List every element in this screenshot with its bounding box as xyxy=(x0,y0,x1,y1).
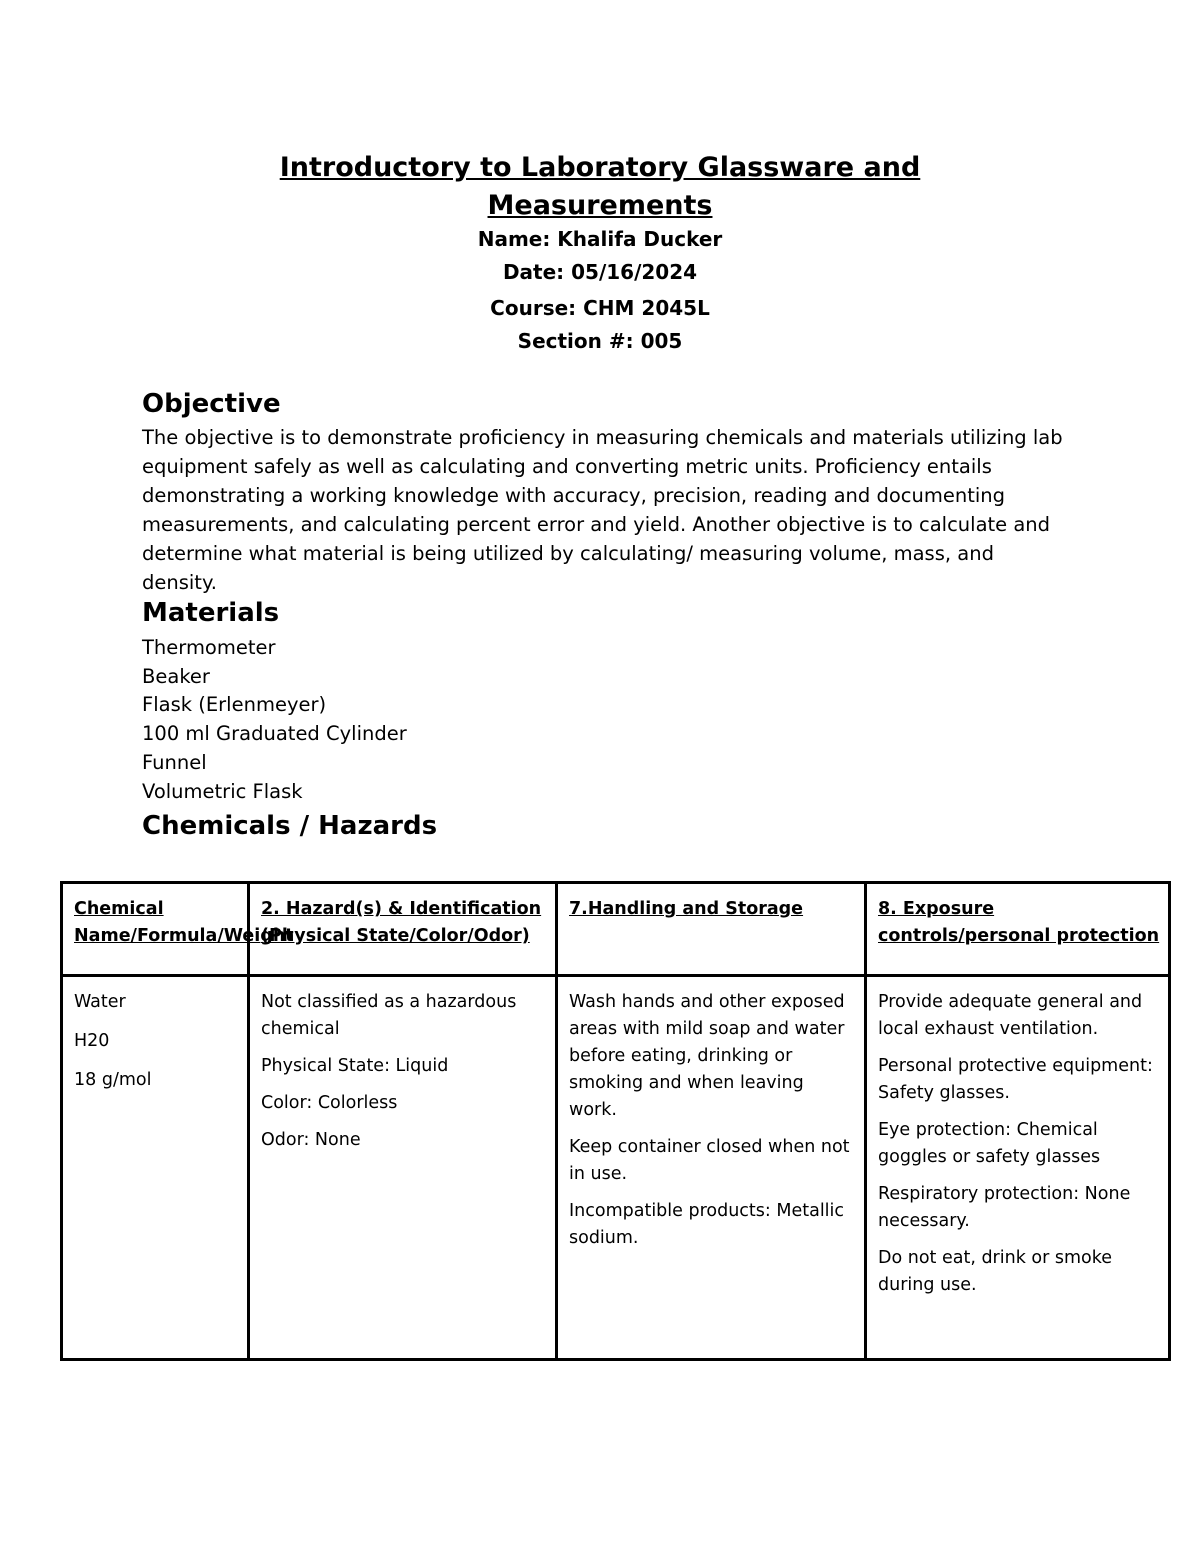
handling-item: Incompatible products: Metallic sodium. xyxy=(569,1201,845,1248)
chemical-hazards-table xyxy=(60,881,1171,1361)
exposure-item: Do not eat, drink or smoke during use. xyxy=(878,1248,1113,1295)
table-header-row xyxy=(62,883,1170,976)
document-title-line-2: Measurements xyxy=(487,190,713,221)
cell-hazards xyxy=(249,976,557,1360)
material-item: Thermometer xyxy=(142,636,276,659)
odor: Odor: None xyxy=(261,1130,361,1150)
hazard-classification: Not classified as a hazardous chemical xyxy=(261,992,517,1039)
color: Color: Colorless xyxy=(261,1093,398,1113)
material-item: Volumetric Flask xyxy=(142,779,303,803)
chemical-weight: 18 g/mol xyxy=(74,1070,152,1090)
course-code: Course: CHM 2045L xyxy=(490,296,710,320)
cell-exposure xyxy=(866,976,1170,1360)
objective-heading: Objective xyxy=(142,389,281,419)
student-name: Name: Khalifa Ducker xyxy=(477,227,723,251)
physical-state: Physical State: Liquid xyxy=(261,1056,449,1076)
material-item: 100 ml Graduated Cylinder xyxy=(142,722,407,746)
header-handling-storage: 7.Handling and Storage xyxy=(557,883,866,976)
header-hazards: 2. Hazard(s) & Identification (Physical State/Color/Odor) xyxy=(249,883,557,976)
document-title-line-1: Introductory to Laboratory Glassware and xyxy=(279,152,921,183)
objective-text: The objective is to demonstrate proficiency in measuring chemicals and materials utilizing lab equipment safely as well as calculating and converting metric units. Proficiency entails demonstrating a working knowledge with accuracy, precision, reading and documenting measurements, and calculating percent error and yield. Another objective is to calculate and determine what material is being utilized by calculating/ measuring volume, mass, and density. xyxy=(142,426,1063,594)
exposure-item: Respiratory protection: None necessary. xyxy=(878,1184,1131,1231)
material-item: Beaker xyxy=(142,664,210,688)
header-chemical-name: Chemical Name/Formula/Weight xyxy=(62,883,249,976)
materials-heading: Materials xyxy=(142,598,280,628)
header-exposure-controls: 8. Exposure controls/personal protection xyxy=(866,883,1170,976)
exposure-item: Personal protective equipment: Safety glasses. xyxy=(878,1056,1153,1103)
materials-list xyxy=(142,634,407,806)
material-item: Flask (Erlenmeyer) xyxy=(142,693,327,717)
exposure-item: Provide adequate general and local exhaust ventilation. xyxy=(878,992,1143,1039)
cell-handling xyxy=(557,976,866,1360)
table-row xyxy=(62,976,1170,1360)
section-number: Section #: 005 xyxy=(517,329,683,353)
chemical-formula: H20 xyxy=(74,1031,110,1051)
handling-item: Keep container closed when not in use. xyxy=(569,1137,850,1184)
chemicals-heading: Chemicals / Hazards xyxy=(142,811,438,841)
cell-chemical xyxy=(62,976,249,1360)
handling-item: Wash hands and other exposed areas with mild soap and water before eating, drinking or smoking and when leaving work. xyxy=(569,992,845,1120)
exposure-item: Eye protection: Chemical goggles or safety glasses xyxy=(878,1120,1101,1167)
chemical-name: Water xyxy=(74,992,126,1012)
material-item: Funnel xyxy=(142,750,207,774)
lab-date: Date: 05/16/2024 xyxy=(502,260,698,284)
